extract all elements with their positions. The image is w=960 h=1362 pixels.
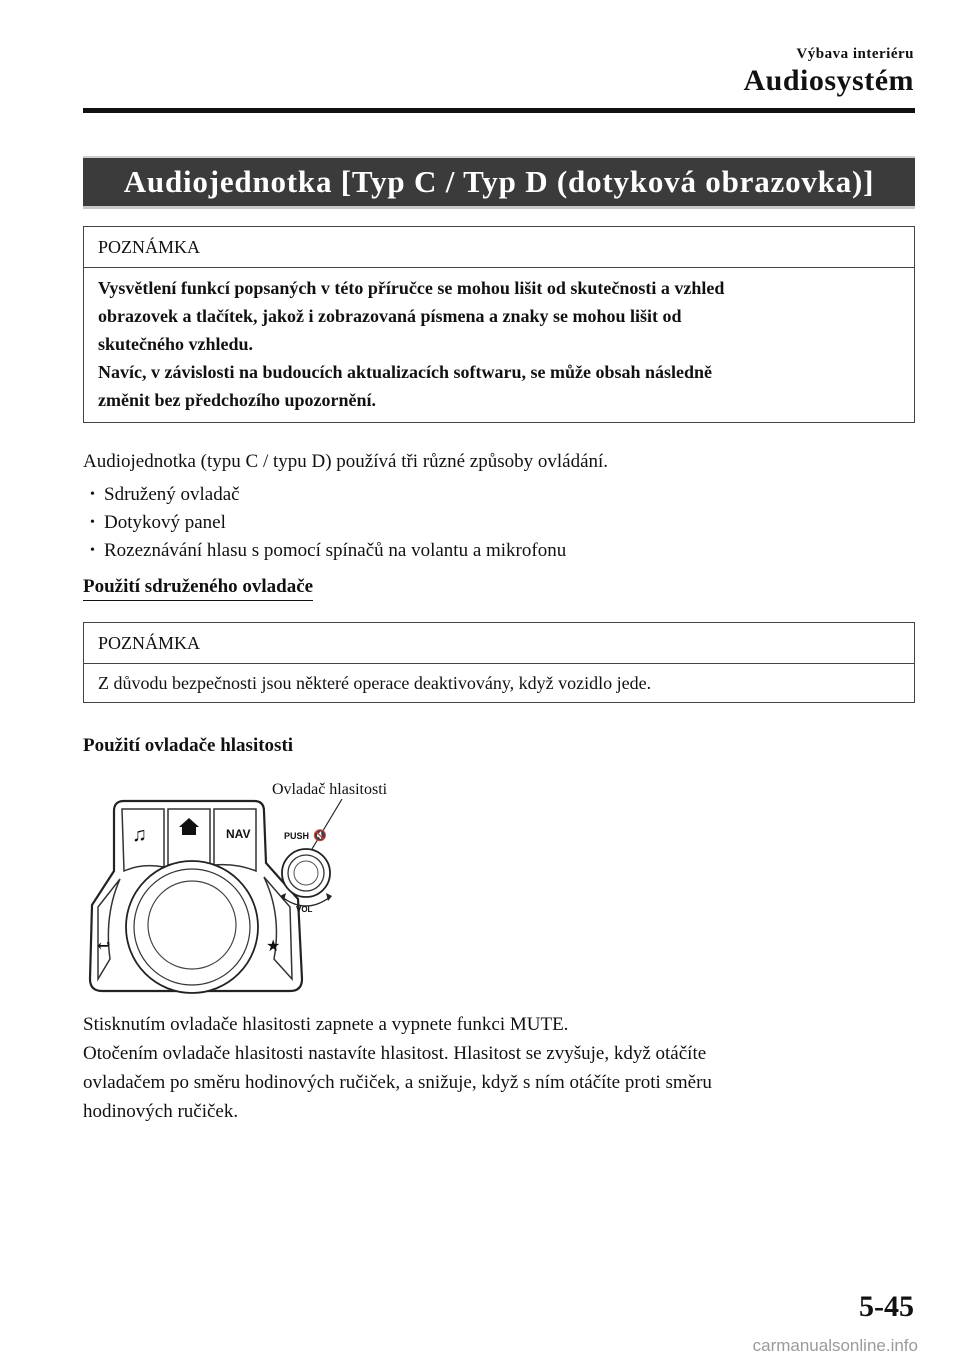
section-title-bar: Audiojednotka [Typ C / Typ D (dotyková obrazovka)] [83, 158, 915, 206]
note-box-2 [83, 622, 915, 703]
subheading-text: Použití sdruženého ovladače [83, 576, 313, 601]
header-section: Výbava interiéru [796, 46, 914, 62]
note-body-2: Z důvodu bezpečnosti jsou některé operace deaktivovány, když vozidlo jede. [98, 673, 652, 693]
back-icon: ↩ [97, 938, 111, 955]
bullet-item: • Dotykový panel [90, 512, 226, 533]
mute-icon: 🔇 [313, 830, 327, 842]
body-line: Stisknutím ovladače hlasitosti zapnete a vypnete funkci MUTE. [83, 1014, 569, 1035]
note-line: obrazovek a tlačítek, jakož i zobrazovaná písmena a znaky se mohou lišit od [98, 306, 682, 326]
body-line: hodinových ručiček. [83, 1101, 239, 1122]
bullet-item: • Sdružený ovladač [90, 484, 240, 505]
note-body-1 [84, 268, 914, 422]
commander-knob[interactable] [148, 881, 236, 969]
note-line: Vysvětlení funkcí popsaných v této příručce se mohou lišit od skutečnosti a vzhled [98, 278, 725, 298]
subheading-volume: Použití ovladače hlasitosti [83, 735, 294, 756]
commander-control-illustration [84, 775, 424, 1000]
callout-label: Ovladač hlasitosti [272, 781, 388, 798]
header-title: Audiosystém [743, 64, 914, 97]
page-number: 5-45 [859, 1290, 914, 1323]
volume-knob-center [294, 861, 318, 885]
bullet-text: Rozeznávání hlasu s pomocí spínačů na volantu a mikrofonu [104, 540, 567, 561]
note-line: skutečného vzhledu. [98, 334, 254, 354]
note-line: změnit bez předchozího upozornění. [98, 390, 376, 410]
intro-paragraph: Audiojednotka (typu C / typu D) používá tři různé způsoby ovládání. [83, 451, 609, 472]
body-line: Otočením ovladače hlasitosti nastavíte hlasitost. Hlasitost se zvyšuje, když otáčíte [83, 1043, 707, 1064]
subheading-commander [83, 576, 313, 598]
note-heading-2: POZNÁMKA [84, 623, 914, 664]
bullet-text: Dotykový panel [104, 512, 226, 533]
push-label: PUSH [284, 831, 310, 841]
body-line: ovladačem po směru hodinových ručiček, a snižuje, když s ním otáčíte proti směru [83, 1072, 712, 1093]
body-text [83, 1010, 712, 1126]
bullet-item: • Rozeznávání hlasu s pomocí spínačů na volantu a mikrofonu [90, 540, 567, 561]
vol-label: VOL [296, 905, 313, 914]
note-line: Navíc, v závislosti na budoucích aktualizacích softwaru, se může obsah následně [98, 362, 713, 382]
home-button[interactable] [168, 809, 210, 865]
note-heading-1: POZNÁMKA [84, 227, 914, 268]
music-icon: ♫ [132, 824, 147, 846]
header-rule [83, 108, 915, 113]
watermark: carmanualsonline.info [752, 1336, 918, 1355]
nav-label: NAV [226, 827, 251, 841]
bullet-text: Sdružený ovladač [104, 484, 240, 505]
note-box-1 [83, 226, 915, 423]
star-icon: ★ [266, 938, 281, 955]
